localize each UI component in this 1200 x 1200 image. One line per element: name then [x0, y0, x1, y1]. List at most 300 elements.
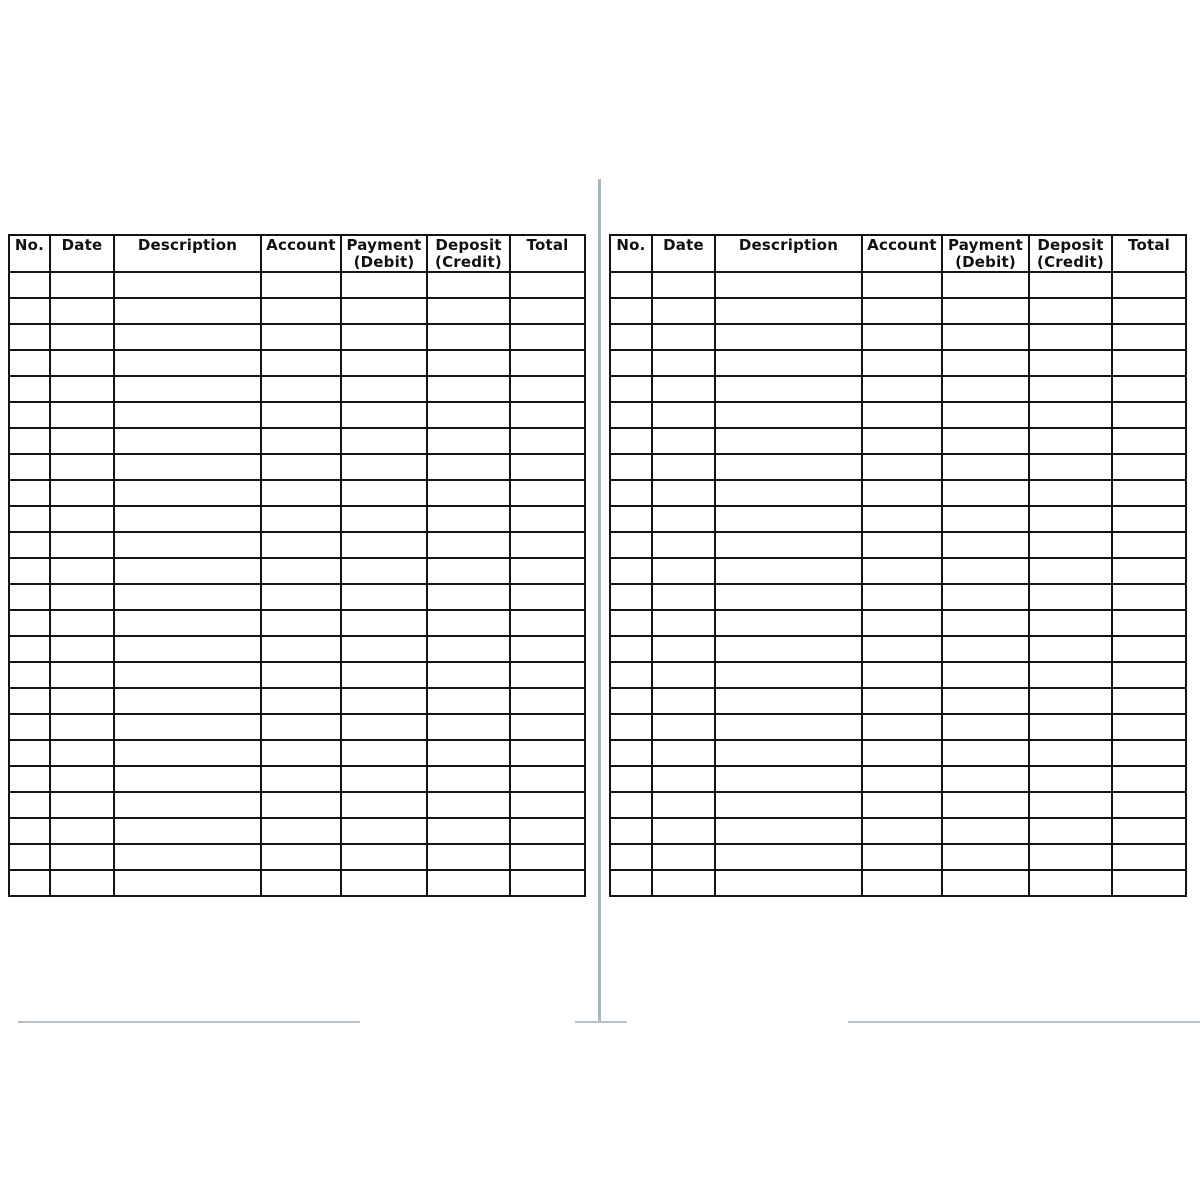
- cell-account[interactable]: [261, 350, 341, 376]
- cell-date[interactable]: [652, 792, 715, 818]
- cell-date[interactable]: [652, 740, 715, 766]
- cell-total[interactable]: [1112, 558, 1186, 584]
- cell-no[interactable]: [9, 376, 50, 402]
- cell-total[interactable]: [1112, 662, 1186, 688]
- cell-total[interactable]: [510, 402, 585, 428]
- cell-account[interactable]: [261, 818, 341, 844]
- cell-deposit[interactable]: [427, 506, 510, 532]
- cell-total[interactable]: [1112, 298, 1186, 324]
- cell-deposit[interactable]: [1029, 844, 1112, 870]
- cell-deposit[interactable]: [1029, 506, 1112, 532]
- cell-date[interactable]: [652, 480, 715, 506]
- cell-no[interactable]: [610, 376, 652, 402]
- cell-no[interactable]: [9, 350, 50, 376]
- cell-no[interactable]: [610, 740, 652, 766]
- cell-no[interactable]: [610, 766, 652, 792]
- cell-deposit[interactable]: [427, 454, 510, 480]
- cell-description[interactable]: [715, 324, 862, 350]
- cell-total[interactable]: [1112, 402, 1186, 428]
- cell-description[interactable]: [114, 272, 261, 298]
- cell-description[interactable]: [114, 402, 261, 428]
- cell-description[interactable]: [715, 350, 862, 376]
- cell-description[interactable]: [114, 506, 261, 532]
- cell-total[interactable]: [510, 714, 585, 740]
- cell-total[interactable]: [510, 766, 585, 792]
- cell-total[interactable]: [510, 584, 585, 610]
- cell-no[interactable]: [610, 350, 652, 376]
- cell-account[interactable]: [261, 766, 341, 792]
- cell-no[interactable]: [9, 766, 50, 792]
- cell-total[interactable]: [510, 428, 585, 454]
- cell-date[interactable]: [50, 298, 114, 324]
- cell-no[interactable]: [9, 818, 50, 844]
- cell-payment[interactable]: [341, 870, 427, 896]
- cell-date[interactable]: [652, 610, 715, 636]
- cell-account[interactable]: [862, 714, 942, 740]
- cell-payment[interactable]: [341, 506, 427, 532]
- cell-description[interactable]: [114, 636, 261, 662]
- cell-account[interactable]: [261, 454, 341, 480]
- cell-deposit[interactable]: [1029, 792, 1112, 818]
- cell-total[interactable]: [1112, 714, 1186, 740]
- cell-payment[interactable]: [341, 844, 427, 870]
- cell-date[interactable]: [652, 506, 715, 532]
- cell-payment[interactable]: [942, 870, 1029, 896]
- cell-description[interactable]: [715, 480, 862, 506]
- cell-deposit[interactable]: [1029, 324, 1112, 350]
- cell-deposit[interactable]: [427, 402, 510, 428]
- cell-deposit[interactable]: [1029, 428, 1112, 454]
- cell-payment[interactable]: [942, 740, 1029, 766]
- cell-total[interactable]: [1112, 480, 1186, 506]
- cell-total[interactable]: [510, 506, 585, 532]
- cell-total[interactable]: [1112, 350, 1186, 376]
- cell-date[interactable]: [50, 714, 114, 740]
- cell-no[interactable]: [610, 532, 652, 558]
- cell-date[interactable]: [50, 402, 114, 428]
- cell-description[interactable]: [715, 818, 862, 844]
- cell-description[interactable]: [715, 662, 862, 688]
- cell-payment[interactable]: [341, 376, 427, 402]
- cell-date[interactable]: [50, 558, 114, 584]
- cell-account[interactable]: [261, 792, 341, 818]
- cell-description[interactable]: [114, 298, 261, 324]
- cell-description[interactable]: [114, 662, 261, 688]
- cell-no[interactable]: [9, 298, 50, 324]
- cell-payment[interactable]: [341, 610, 427, 636]
- cell-payment[interactable]: [341, 558, 427, 584]
- cell-deposit[interactable]: [1029, 454, 1112, 480]
- cell-date[interactable]: [652, 766, 715, 792]
- cell-no[interactable]: [610, 324, 652, 350]
- cell-date[interactable]: [652, 558, 715, 584]
- cell-payment[interactable]: [942, 428, 1029, 454]
- cell-description[interactable]: [715, 610, 862, 636]
- cell-account[interactable]: [862, 376, 942, 402]
- cell-description[interactable]: [114, 324, 261, 350]
- cell-total[interactable]: [510, 688, 585, 714]
- cell-account[interactable]: [261, 402, 341, 428]
- cell-no[interactable]: [610, 610, 652, 636]
- cell-no[interactable]: [610, 870, 652, 896]
- cell-account[interactable]: [862, 662, 942, 688]
- cell-deposit[interactable]: [427, 818, 510, 844]
- cell-total[interactable]: [1112, 740, 1186, 766]
- cell-date[interactable]: [652, 428, 715, 454]
- cell-payment[interactable]: [341, 636, 427, 662]
- cell-no[interactable]: [610, 844, 652, 870]
- cell-account[interactable]: [862, 350, 942, 376]
- cell-date[interactable]: [652, 532, 715, 558]
- cell-total[interactable]: [1112, 376, 1186, 402]
- cell-deposit[interactable]: [427, 324, 510, 350]
- cell-date[interactable]: [50, 532, 114, 558]
- cell-payment[interactable]: [942, 350, 1029, 376]
- cell-description[interactable]: [715, 792, 862, 818]
- cell-total[interactable]: [1112, 610, 1186, 636]
- cell-description[interactable]: [114, 350, 261, 376]
- cell-description[interactable]: [114, 610, 261, 636]
- cell-description[interactable]: [114, 870, 261, 896]
- cell-payment[interactable]: [341, 584, 427, 610]
- cell-date[interactable]: [50, 844, 114, 870]
- cell-deposit[interactable]: [427, 298, 510, 324]
- cell-account[interactable]: [862, 870, 942, 896]
- cell-no[interactable]: [9, 740, 50, 766]
- cell-payment[interactable]: [942, 454, 1029, 480]
- cell-date[interactable]: [50, 506, 114, 532]
- cell-deposit[interactable]: [427, 558, 510, 584]
- cell-account[interactable]: [862, 584, 942, 610]
- cell-date[interactable]: [50, 428, 114, 454]
- cell-total[interactable]: [1112, 428, 1186, 454]
- cell-payment[interactable]: [341, 792, 427, 818]
- cell-account[interactable]: [862, 766, 942, 792]
- cell-total[interactable]: [510, 870, 585, 896]
- cell-deposit[interactable]: [427, 636, 510, 662]
- cell-total[interactable]: [510, 740, 585, 766]
- cell-no[interactable]: [610, 402, 652, 428]
- cell-description[interactable]: [114, 844, 261, 870]
- cell-no[interactable]: [610, 558, 652, 584]
- cell-total[interactable]: [1112, 870, 1186, 896]
- cell-date[interactable]: [652, 324, 715, 350]
- cell-deposit[interactable]: [427, 376, 510, 402]
- cell-payment[interactable]: [942, 662, 1029, 688]
- cell-payment[interactable]: [341, 740, 427, 766]
- cell-total[interactable]: [1112, 454, 1186, 480]
- cell-date[interactable]: [50, 818, 114, 844]
- cell-total[interactable]: [1112, 272, 1186, 298]
- cell-account[interactable]: [261, 428, 341, 454]
- cell-account[interactable]: [862, 272, 942, 298]
- cell-description[interactable]: [715, 844, 862, 870]
- cell-account[interactable]: [261, 610, 341, 636]
- cell-no[interactable]: [610, 662, 652, 688]
- cell-deposit[interactable]: [1029, 818, 1112, 844]
- cell-total[interactable]: [510, 298, 585, 324]
- cell-deposit[interactable]: [427, 844, 510, 870]
- cell-payment[interactable]: [942, 584, 1029, 610]
- cell-deposit[interactable]: [1029, 584, 1112, 610]
- cell-deposit[interactable]: [427, 662, 510, 688]
- cell-payment[interactable]: [341, 402, 427, 428]
- cell-description[interactable]: [715, 454, 862, 480]
- cell-date[interactable]: [50, 870, 114, 896]
- cell-date[interactable]: [50, 350, 114, 376]
- cell-no[interactable]: [9, 480, 50, 506]
- cell-date[interactable]: [50, 610, 114, 636]
- cell-deposit[interactable]: [1029, 714, 1112, 740]
- cell-account[interactable]: [261, 636, 341, 662]
- cell-account[interactable]: [862, 480, 942, 506]
- cell-payment[interactable]: [942, 324, 1029, 350]
- cell-account[interactable]: [862, 532, 942, 558]
- cell-no[interactable]: [9, 870, 50, 896]
- cell-payment[interactable]: [942, 272, 1029, 298]
- cell-date[interactable]: [50, 636, 114, 662]
- cell-deposit[interactable]: [427, 532, 510, 558]
- cell-deposit[interactable]: [1029, 272, 1112, 298]
- cell-deposit[interactable]: [1029, 662, 1112, 688]
- cell-date[interactable]: [652, 272, 715, 298]
- cell-date[interactable]: [50, 324, 114, 350]
- cell-description[interactable]: [715, 558, 862, 584]
- cell-payment[interactable]: [942, 402, 1029, 428]
- cell-deposit[interactable]: [427, 428, 510, 454]
- cell-deposit[interactable]: [1029, 480, 1112, 506]
- cell-payment[interactable]: [942, 558, 1029, 584]
- cell-deposit[interactable]: [1029, 402, 1112, 428]
- cell-deposit[interactable]: [1029, 350, 1112, 376]
- cell-account[interactable]: [261, 740, 341, 766]
- cell-date[interactable]: [50, 376, 114, 402]
- cell-account[interactable]: [261, 558, 341, 584]
- cell-account[interactable]: [261, 662, 341, 688]
- cell-payment[interactable]: [942, 844, 1029, 870]
- cell-no[interactable]: [9, 688, 50, 714]
- cell-total[interactable]: [1112, 324, 1186, 350]
- cell-date[interactable]: [652, 636, 715, 662]
- cell-date[interactable]: [652, 298, 715, 324]
- cell-description[interactable]: [114, 558, 261, 584]
- cell-date[interactable]: [652, 870, 715, 896]
- cell-date[interactable]: [652, 662, 715, 688]
- cell-total[interactable]: [510, 558, 585, 584]
- cell-no[interactable]: [9, 532, 50, 558]
- cell-description[interactable]: [715, 766, 862, 792]
- cell-payment[interactable]: [942, 532, 1029, 558]
- cell-no[interactable]: [610, 818, 652, 844]
- cell-description[interactable]: [114, 480, 261, 506]
- cell-payment[interactable]: [341, 662, 427, 688]
- cell-payment[interactable]: [341, 766, 427, 792]
- cell-deposit[interactable]: [427, 610, 510, 636]
- cell-date[interactable]: [652, 376, 715, 402]
- cell-description[interactable]: [114, 818, 261, 844]
- cell-payment[interactable]: [341, 350, 427, 376]
- cell-description[interactable]: [114, 714, 261, 740]
- cell-account[interactable]: [862, 610, 942, 636]
- cell-account[interactable]: [862, 792, 942, 818]
- cell-date[interactable]: [652, 402, 715, 428]
- cell-description[interactable]: [114, 584, 261, 610]
- cell-payment[interactable]: [942, 792, 1029, 818]
- cell-deposit[interactable]: [427, 272, 510, 298]
- cell-payment[interactable]: [341, 454, 427, 480]
- cell-payment[interactable]: [341, 714, 427, 740]
- cell-date[interactable]: [652, 350, 715, 376]
- cell-account[interactable]: [261, 480, 341, 506]
- cell-description[interactable]: [114, 532, 261, 558]
- cell-deposit[interactable]: [427, 350, 510, 376]
- cell-total[interactable]: [510, 480, 585, 506]
- cell-payment[interactable]: [942, 688, 1029, 714]
- cell-description[interactable]: [114, 454, 261, 480]
- cell-account[interactable]: [261, 688, 341, 714]
- cell-total[interactable]: [510, 454, 585, 480]
- cell-deposit[interactable]: [427, 714, 510, 740]
- cell-total[interactable]: [1112, 792, 1186, 818]
- cell-account[interactable]: [261, 298, 341, 324]
- cell-payment[interactable]: [341, 298, 427, 324]
- cell-total[interactable]: [510, 272, 585, 298]
- cell-no[interactable]: [610, 272, 652, 298]
- cell-account[interactable]: [862, 636, 942, 662]
- cell-no[interactable]: [610, 506, 652, 532]
- cell-account[interactable]: [862, 844, 942, 870]
- cell-account[interactable]: [862, 298, 942, 324]
- cell-no[interactable]: [9, 792, 50, 818]
- cell-total[interactable]: [1112, 506, 1186, 532]
- cell-deposit[interactable]: [427, 792, 510, 818]
- cell-account[interactable]: [862, 818, 942, 844]
- cell-description[interactable]: [715, 688, 862, 714]
- cell-account[interactable]: [862, 454, 942, 480]
- cell-payment[interactable]: [942, 766, 1029, 792]
- cell-no[interactable]: [9, 636, 50, 662]
- cell-account[interactable]: [261, 376, 341, 402]
- cell-date[interactable]: [50, 272, 114, 298]
- cell-no[interactable]: [9, 402, 50, 428]
- cell-account[interactable]: [261, 324, 341, 350]
- cell-account[interactable]: [261, 870, 341, 896]
- cell-deposit[interactable]: [1029, 688, 1112, 714]
- cell-deposit[interactable]: [1029, 766, 1112, 792]
- cell-payment[interactable]: [942, 376, 1029, 402]
- cell-no[interactable]: [9, 324, 50, 350]
- cell-date[interactable]: [652, 714, 715, 740]
- cell-date[interactable]: [50, 792, 114, 818]
- cell-deposit[interactable]: [1029, 740, 1112, 766]
- cell-account[interactable]: [862, 688, 942, 714]
- cell-description[interactable]: [715, 506, 862, 532]
- cell-deposit[interactable]: [427, 480, 510, 506]
- cell-date[interactable]: [50, 480, 114, 506]
- cell-total[interactable]: [510, 610, 585, 636]
- cell-no[interactable]: [610, 714, 652, 740]
- cell-total[interactable]: [510, 324, 585, 350]
- cell-description[interactable]: [114, 766, 261, 792]
- cell-no[interactable]: [9, 844, 50, 870]
- cell-no[interactable]: [9, 610, 50, 636]
- cell-total[interactable]: [1112, 532, 1186, 558]
- cell-total[interactable]: [510, 844, 585, 870]
- cell-total[interactable]: [1112, 844, 1186, 870]
- cell-total[interactable]: [1112, 766, 1186, 792]
- cell-description[interactable]: [114, 428, 261, 454]
- cell-total[interactable]: [510, 818, 585, 844]
- cell-deposit[interactable]: [1029, 532, 1112, 558]
- cell-total[interactable]: [1112, 636, 1186, 662]
- cell-description[interactable]: [715, 740, 862, 766]
- cell-date[interactable]: [652, 688, 715, 714]
- cell-account[interactable]: [261, 714, 341, 740]
- cell-account[interactable]: [862, 428, 942, 454]
- cell-no[interactable]: [9, 714, 50, 740]
- cell-payment[interactable]: [341, 324, 427, 350]
- cell-description[interactable]: [114, 376, 261, 402]
- cell-account[interactable]: [261, 844, 341, 870]
- cell-payment[interactable]: [942, 610, 1029, 636]
- cell-description[interactable]: [715, 428, 862, 454]
- cell-date[interactable]: [652, 584, 715, 610]
- cell-no[interactable]: [9, 454, 50, 480]
- cell-description[interactable]: [114, 740, 261, 766]
- cell-deposit[interactable]: [1029, 376, 1112, 402]
- cell-total[interactable]: [510, 662, 585, 688]
- cell-account[interactable]: [862, 324, 942, 350]
- cell-payment[interactable]: [942, 636, 1029, 662]
- cell-description[interactable]: [715, 272, 862, 298]
- cell-deposit[interactable]: [427, 740, 510, 766]
- cell-total[interactable]: [510, 636, 585, 662]
- cell-account[interactable]: [862, 402, 942, 428]
- cell-payment[interactable]: [341, 688, 427, 714]
- cell-date[interactable]: [652, 818, 715, 844]
- cell-account[interactable]: [862, 740, 942, 766]
- cell-total[interactable]: [1112, 688, 1186, 714]
- cell-no[interactable]: [9, 272, 50, 298]
- cell-no[interactable]: [610, 480, 652, 506]
- cell-account[interactable]: [261, 506, 341, 532]
- cell-payment[interactable]: [341, 818, 427, 844]
- cell-account[interactable]: [261, 532, 341, 558]
- cell-deposit[interactable]: [1029, 558, 1112, 584]
- cell-no[interactable]: [9, 662, 50, 688]
- cell-deposit[interactable]: [1029, 636, 1112, 662]
- cell-deposit[interactable]: [427, 870, 510, 896]
- cell-no[interactable]: [9, 428, 50, 454]
- cell-date[interactable]: [50, 584, 114, 610]
- cell-no[interactable]: [610, 688, 652, 714]
- cell-account[interactable]: [862, 506, 942, 532]
- cell-date[interactable]: [50, 454, 114, 480]
- cell-total[interactable]: [1112, 584, 1186, 610]
- cell-date[interactable]: [50, 688, 114, 714]
- cell-deposit[interactable]: [1029, 610, 1112, 636]
- cell-payment[interactable]: [341, 532, 427, 558]
- cell-account[interactable]: [261, 584, 341, 610]
- cell-no[interactable]: [9, 558, 50, 584]
- cell-payment[interactable]: [341, 480, 427, 506]
- cell-description[interactable]: [715, 402, 862, 428]
- cell-payment[interactable]: [942, 480, 1029, 506]
- cell-date[interactable]: [652, 844, 715, 870]
- cell-date[interactable]: [50, 766, 114, 792]
- cell-date[interactable]: [50, 740, 114, 766]
- cell-payment[interactable]: [942, 714, 1029, 740]
